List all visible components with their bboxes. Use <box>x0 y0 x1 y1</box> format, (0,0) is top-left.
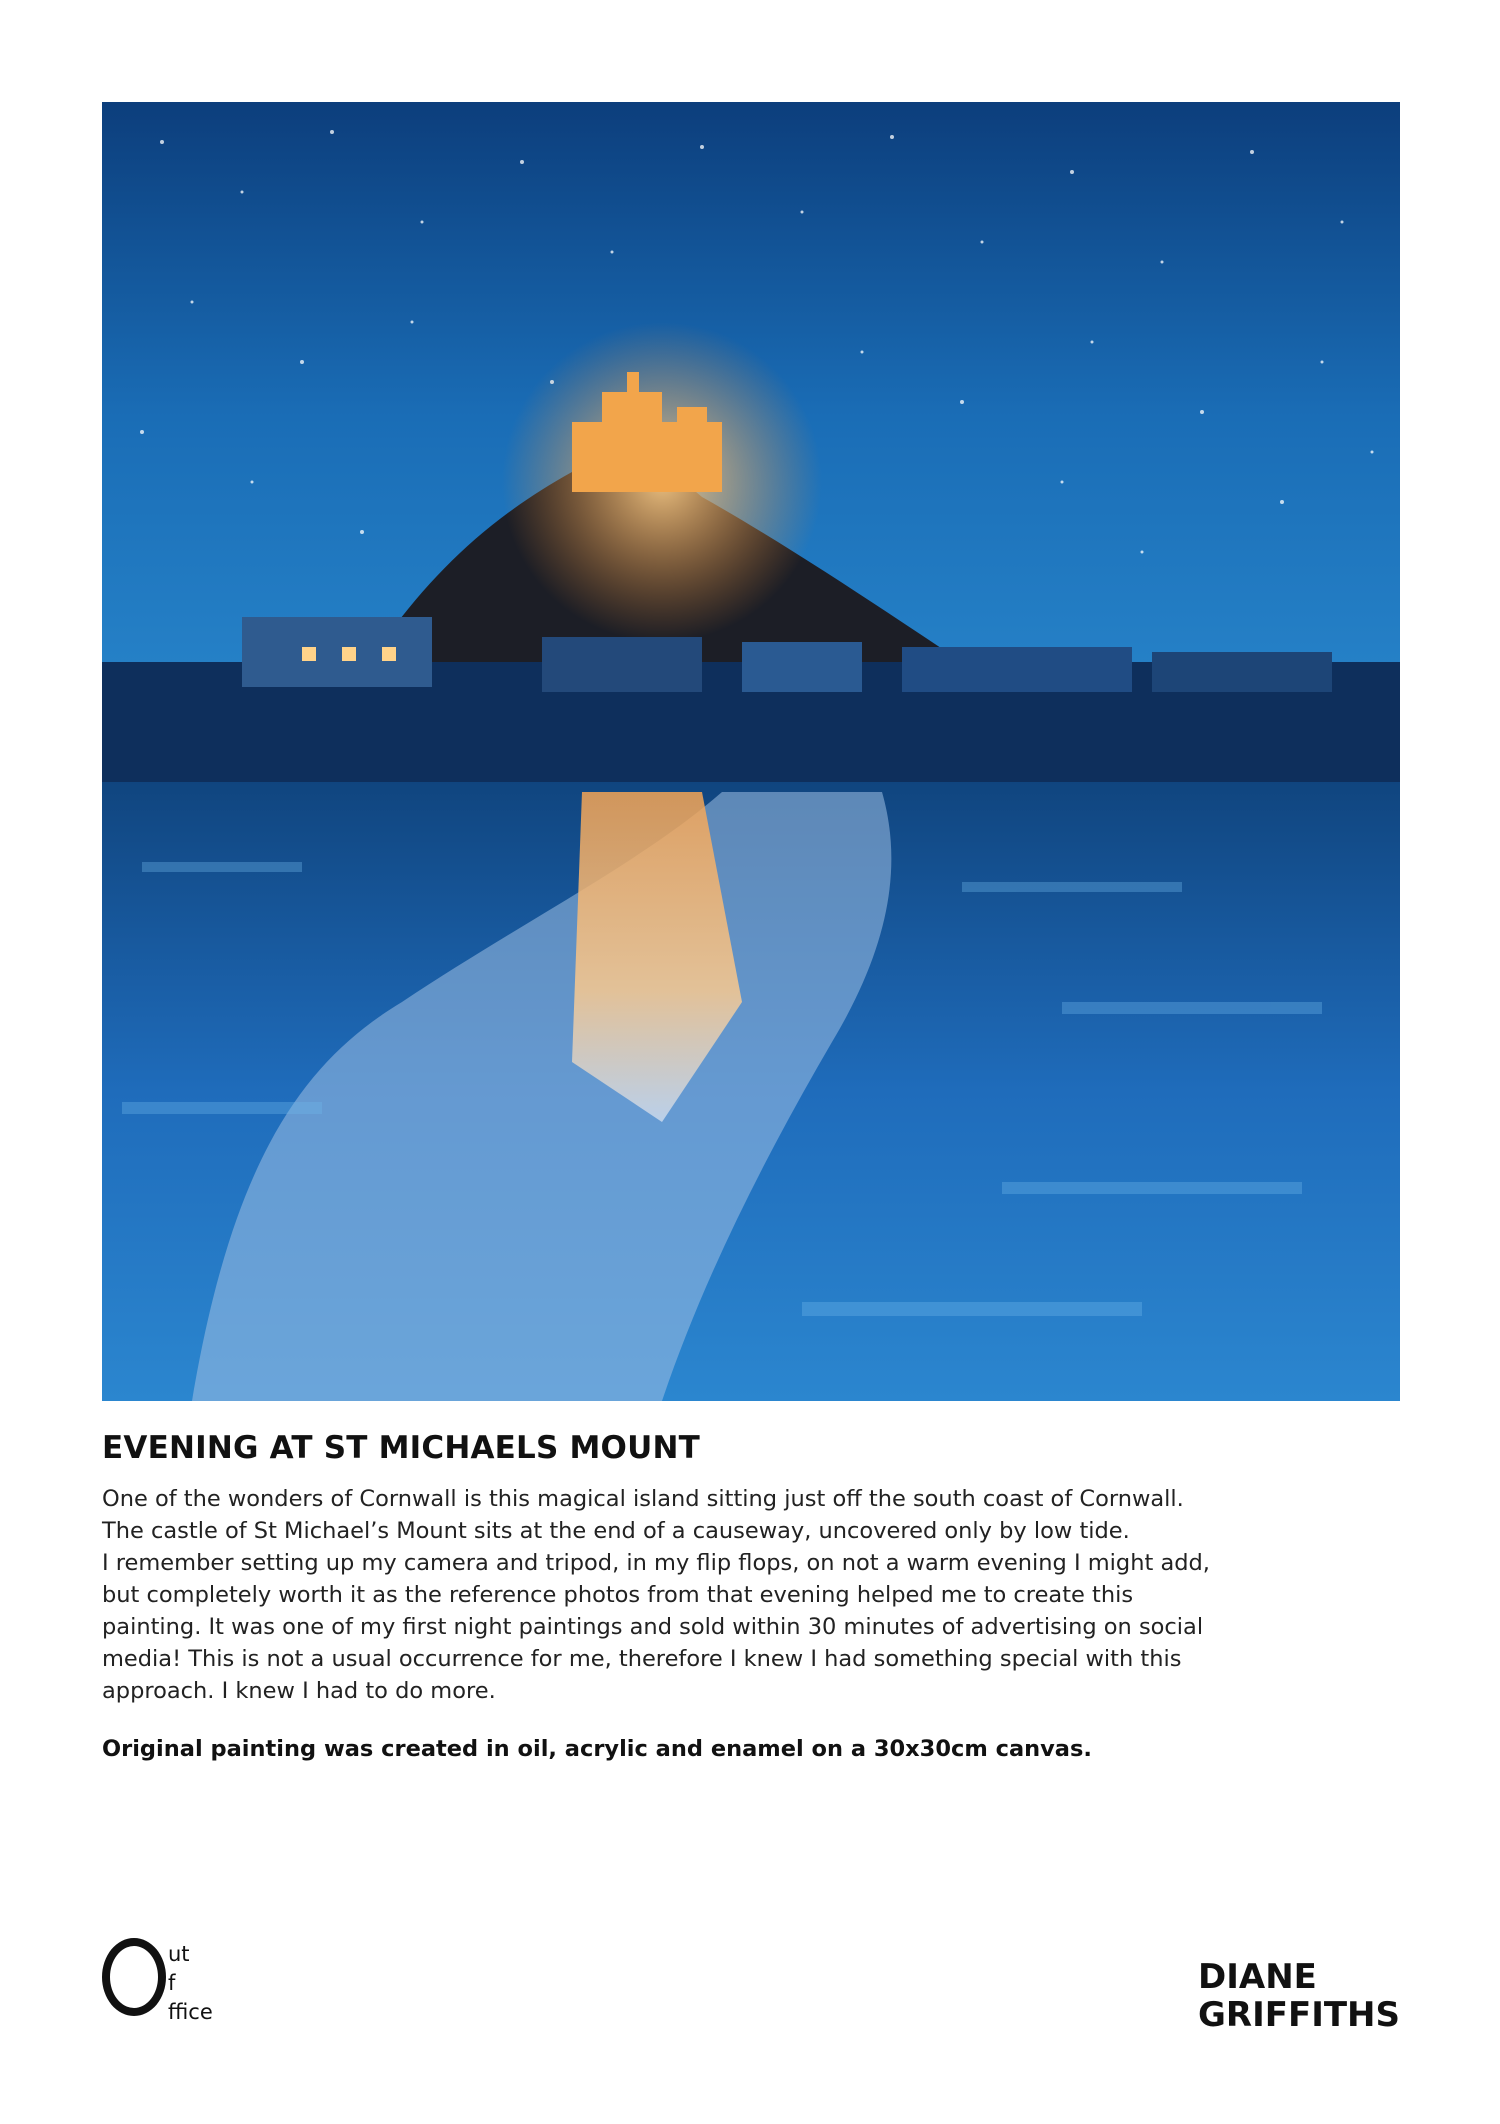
artwork-title: EVENING AT ST MICHAELS MOUNT <box>102 1430 700 1466</box>
description-line: The castle of St Michael’s Mount sits at the end of a causeway, uncovered only by low tide. <box>102 1518 1130 1544</box>
logo-word-office: ffice <box>168 2000 213 2024</box>
description-line: approach. I knew I had to do more. <box>102 1678 496 1704</box>
artwork-medium: Original painting was created in oil, acrylic and enamel on a 30x30cm canvas. <box>102 1736 1092 1762</box>
description-line: painting. It was one of my first night paintings and sold within 30 minutes of advertising on social <box>102 1614 1204 1640</box>
description-line: One of the wonders of Cornwall is this magical island sitting just off the south coast of Cornwall. <box>102 1486 1184 1512</box>
logo-circle-icon <box>102 1938 166 2016</box>
out-of-office-logo <box>102 1938 282 2048</box>
logo-word-out: ut <box>168 1942 190 1966</box>
painting-image <box>102 102 1400 1401</box>
description-line: media! This is not a usual occurrence for me, therefore I knew I had something special with this <box>102 1646 1182 1672</box>
artist-first-name: DIANE <box>1198 1957 1317 1997</box>
artist-last-name: GRIFFITHS <box>1198 1995 1400 2035</box>
painting-svg <box>102 102 1400 1401</box>
artwork-description <box>102 1483 1392 1707</box>
description-line: but completely worth it as the reference photos from that evening helped me to create this <box>102 1582 1134 1608</box>
artist-name <box>1198 1958 1400 2034</box>
logo-word-of: f <box>168 1971 176 1995</box>
description-line: I remember setting up my camera and tripod, in my flip flops, on not a warm evening I might add, <box>102 1550 1210 1576</box>
